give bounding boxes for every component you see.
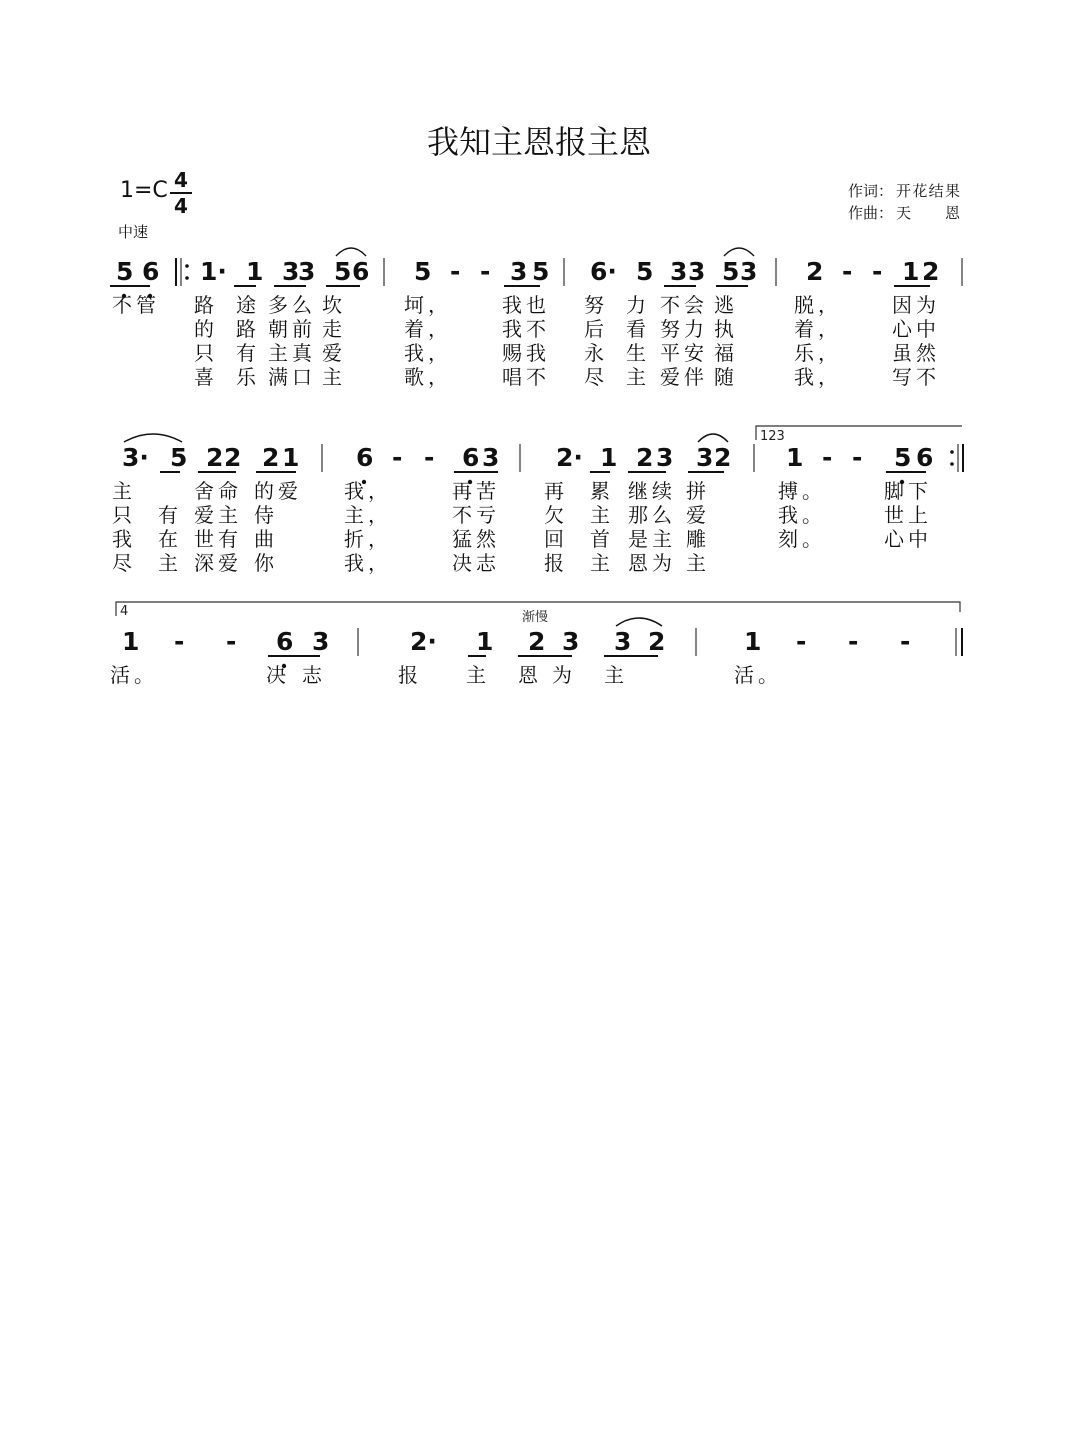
lyric-syllable: 主	[466, 663, 490, 687]
lyric-syllable: 爱	[686, 503, 710, 527]
note-digit: 2·	[556, 443, 583, 472]
lyric-syllable: 路	[194, 293, 218, 317]
lyric-syllable: 多么	[268, 293, 316, 317]
lyric-syllable: 首	[590, 527, 614, 551]
lyric-syllable: 因为	[892, 293, 940, 317]
first-ending-bracket	[756, 426, 962, 440]
lyric-syllable: 虽然	[892, 341, 940, 365]
note-digit: 6	[356, 443, 374, 472]
lyric-syllable: 深爱	[194, 551, 242, 575]
note-digit: 1	[246, 257, 264, 286]
lyric-syllable: 为	[552, 663, 576, 687]
lyric-syllable: 主	[590, 503, 614, 527]
lyric-syllable: 再苦	[452, 479, 500, 503]
note-digit: 2	[224, 443, 242, 472]
note-digit: 6	[142, 257, 160, 286]
lyric-syllable: 唱不	[502, 365, 550, 389]
lyric-syllable: 志	[302, 663, 326, 687]
lyric-syllable: 主	[590, 551, 614, 575]
lyric-syllable: 爱主	[194, 503, 242, 527]
lyric-syllable: 只	[194, 341, 218, 365]
lyric-syllable: 决志	[452, 551, 500, 575]
lyric-syllable: 我	[112, 527, 136, 551]
lyric-syllable: 看	[626, 317, 650, 341]
lyric-syllable: 尽	[584, 365, 608, 389]
note-digit: 2	[206, 443, 224, 472]
sustain-dash: -	[392, 443, 403, 472]
lyric-syllable: 我，	[344, 479, 392, 503]
slur-arc	[336, 248, 366, 256]
lyric-syllable: 乐	[236, 365, 260, 389]
second-ending-label: 4	[120, 604, 129, 619]
note-digit: 5	[636, 257, 654, 286]
note-digit: 1	[902, 257, 920, 286]
lyric-syllable: 折，	[344, 527, 392, 551]
lyric-syllable: 赐我	[502, 341, 550, 365]
note-digit: 3	[562, 627, 580, 656]
lyric-syllable: 努	[584, 293, 608, 317]
lyric-syllable: 雕	[686, 527, 710, 551]
lyric-syllable: 拼	[686, 479, 710, 503]
note-digit: 6·	[590, 257, 617, 286]
lyric-syllable: 活。	[734, 663, 782, 687]
lyric-syllable: 我不	[502, 317, 550, 341]
lyric-syllable: 福	[714, 341, 738, 365]
note-digit: 1	[600, 443, 618, 472]
note-digit: 6	[352, 257, 370, 286]
lyric-syllable: 走	[322, 317, 346, 341]
lyric-syllable: 那么	[628, 503, 676, 527]
note-digit: 1	[122, 627, 140, 656]
lyric-syllable: 舍命	[194, 479, 242, 503]
lyric-syllable: 欠	[544, 503, 568, 527]
lyric-syllable: 朝前	[268, 317, 316, 341]
lyric-syllable: 坷，	[404, 293, 452, 317]
note-digit: 3·	[122, 443, 149, 472]
repeat-dot	[185, 264, 189, 268]
time-signature-bottom: 4	[174, 194, 188, 218]
lyric-syllable: 不会	[660, 293, 708, 317]
note-digit: 1	[476, 627, 494, 656]
tempo-marking: 中速	[118, 223, 149, 241]
note-digit: 6	[276, 627, 294, 656]
lyric-syllable: 主	[604, 663, 628, 687]
note-digit: 3	[656, 443, 674, 472]
slur-arc	[616, 618, 662, 626]
lyric-syllable: 我。	[778, 503, 826, 527]
lyric-syllable: 的爱	[254, 479, 302, 503]
sustain-dash: -	[900, 627, 911, 656]
note-digit: 3	[312, 627, 330, 656]
lyric-syllable: 写不	[892, 365, 940, 389]
lyric-syllable: 主	[626, 365, 650, 389]
lyric-syllable: 心中	[892, 317, 940, 341]
note-digit: 5	[894, 443, 912, 472]
lyric-syllable: 主	[158, 551, 182, 575]
credit-value: 开花结果	[896, 182, 960, 200]
lyric-syllable: 有	[158, 503, 182, 527]
lyric-syllable: 曲	[254, 527, 278, 551]
lyric-syllable: 满口	[268, 365, 316, 389]
sustain-dash: -	[848, 627, 859, 656]
note-digit: 2	[648, 627, 666, 656]
sustain-dash: -	[822, 443, 833, 472]
credit-label: 作词：	[848, 182, 894, 200]
lyric-syllable: 着，	[404, 317, 452, 341]
note-digit: 3	[614, 627, 632, 656]
lyric-syllable: 坎	[322, 293, 346, 317]
lyric-syllable: 永	[584, 341, 608, 365]
lyric-syllable: 决	[266, 663, 290, 687]
lyric-syllable: 主，	[344, 503, 392, 527]
lyric-syllable: 继续	[628, 479, 676, 503]
lyric-syllable: 途	[236, 293, 260, 317]
repeat-dot	[185, 276, 189, 280]
sustain-dash: -	[796, 627, 807, 656]
slur-arc	[124, 434, 182, 442]
note-digit: 6	[462, 443, 480, 472]
lyric-syllable: 恩为	[628, 551, 676, 575]
slur-arc	[698, 434, 728, 442]
lyric-syllable: 主真	[268, 341, 316, 365]
lyric-syllable: 努力	[660, 317, 708, 341]
lyric-syllable: 主	[112, 479, 136, 503]
sustain-dash: -	[852, 443, 863, 472]
lyric-syllable: 路	[236, 317, 260, 341]
note-digit: 1	[282, 443, 300, 472]
note-digit: 2·	[410, 627, 437, 656]
lyric-syllable: 我也	[502, 293, 550, 317]
song-title: 我知主恩报主恩	[426, 123, 651, 161]
lyric-syllable: 乐，	[794, 341, 842, 365]
lyric-syllable: 力	[626, 293, 650, 317]
lyric-syllable: 搏。	[778, 479, 826, 503]
note-digit: 6	[916, 443, 934, 472]
lyric-syllable: 喜	[194, 365, 218, 389]
first-ending-label: 123	[760, 429, 785, 444]
lyric-syllable: 侍	[254, 503, 278, 527]
lyric-syllable: 在	[158, 527, 182, 551]
note-digit: 2	[262, 443, 280, 472]
lyric-syllable: 主	[322, 365, 346, 389]
lyric-syllable: 爱	[322, 341, 346, 365]
lyric-syllable: 主	[686, 551, 710, 575]
sustain-dash: -	[226, 627, 237, 656]
lyric-syllable: 不亏	[452, 503, 500, 527]
lyric-syllable: 尽	[112, 551, 136, 575]
note-digit: 2	[714, 443, 732, 472]
ritardando-marking: 渐慢	[522, 610, 549, 625]
note-digit: 2	[806, 257, 824, 286]
note-digit: 1·	[200, 257, 227, 286]
lyric-syllable: 恩	[518, 663, 542, 687]
lyric-syllable: 生	[626, 341, 650, 365]
note-digit: 2	[528, 627, 546, 656]
sustain-dash: -	[424, 443, 435, 472]
lyric-syllable: 猛然	[452, 527, 500, 551]
lyric-syllable: 报	[544, 551, 568, 575]
note-digit: 5	[532, 257, 550, 286]
lyric-syllable: 有	[236, 341, 260, 365]
sustain-dash: -	[450, 257, 461, 286]
key-signature: 1=C	[120, 178, 168, 203]
lyric-syllable: 的	[194, 317, 218, 341]
lyric-syllable: 后	[584, 317, 608, 341]
note-digit: 3	[510, 257, 528, 286]
sustain-dash: -	[480, 257, 491, 286]
note-digit: 3	[282, 257, 300, 286]
note-digit: 3	[696, 443, 714, 472]
lyric-syllable: 着，	[794, 317, 842, 341]
lyric-syllable: 活。	[110, 663, 158, 687]
lyric-syllable: 回	[544, 527, 568, 551]
time-signature-top: 4	[174, 168, 188, 192]
lyric-syllable: 世上	[884, 503, 932, 527]
lyric-syllable: 脱，	[794, 293, 842, 317]
sustain-dash: -	[174, 627, 185, 656]
lyric-syllable: 报	[398, 663, 422, 687]
lyric-syllable: 你	[254, 551, 278, 575]
lyric-syllable: 不管	[112, 293, 160, 317]
lyric-syllable: 脚下	[884, 479, 932, 503]
note-digit: 2	[636, 443, 654, 472]
sustain-dash: -	[872, 257, 883, 286]
lyric-syllable: 歌，	[404, 365, 452, 389]
note-digit: 3	[740, 257, 758, 286]
note-digit: 1	[786, 443, 804, 472]
note-digit: 3	[670, 257, 688, 286]
note-digit: 5	[334, 257, 352, 286]
lyric-syllable: 世有	[194, 527, 242, 551]
repeat-dot	[950, 462, 954, 466]
note-digit: 5	[414, 257, 432, 286]
lyric-syllable: 刻。	[778, 527, 826, 551]
note-digit: 5	[722, 257, 740, 286]
lyric-syllable: 是主	[628, 527, 676, 551]
lyric-syllable: 我，	[404, 341, 452, 365]
lyric-syllable: 累	[590, 479, 614, 503]
credit-value: 天恩	[896, 204, 960, 222]
note-digit: 3	[298, 257, 316, 286]
note-digit: 2	[922, 257, 940, 286]
lyric-syllable: 随	[714, 365, 738, 389]
repeat-dot	[950, 450, 954, 454]
note-digit: 1	[744, 627, 762, 656]
lyric-syllable: 我，	[794, 365, 842, 389]
credit-label: 作曲：	[848, 204, 894, 222]
lyric-syllable: 再	[544, 479, 568, 503]
lyric-syllable: 执	[714, 317, 738, 341]
sustain-dash: -	[842, 257, 853, 286]
lyric-syllable: 逃	[714, 293, 738, 317]
lyric-syllable: 爱伴	[660, 365, 708, 389]
note-digit: 5	[170, 443, 188, 472]
note-digit: 3	[482, 443, 500, 472]
note-digit: 3	[688, 257, 706, 286]
lyric-syllable: 只	[112, 503, 136, 527]
lyric-syllable: 我，	[344, 551, 392, 575]
lyric-syllable: 平安	[660, 341, 708, 365]
slur-arc	[724, 248, 754, 256]
note-digit: 5	[116, 257, 134, 286]
lyric-syllable: 心中	[884, 527, 932, 551]
